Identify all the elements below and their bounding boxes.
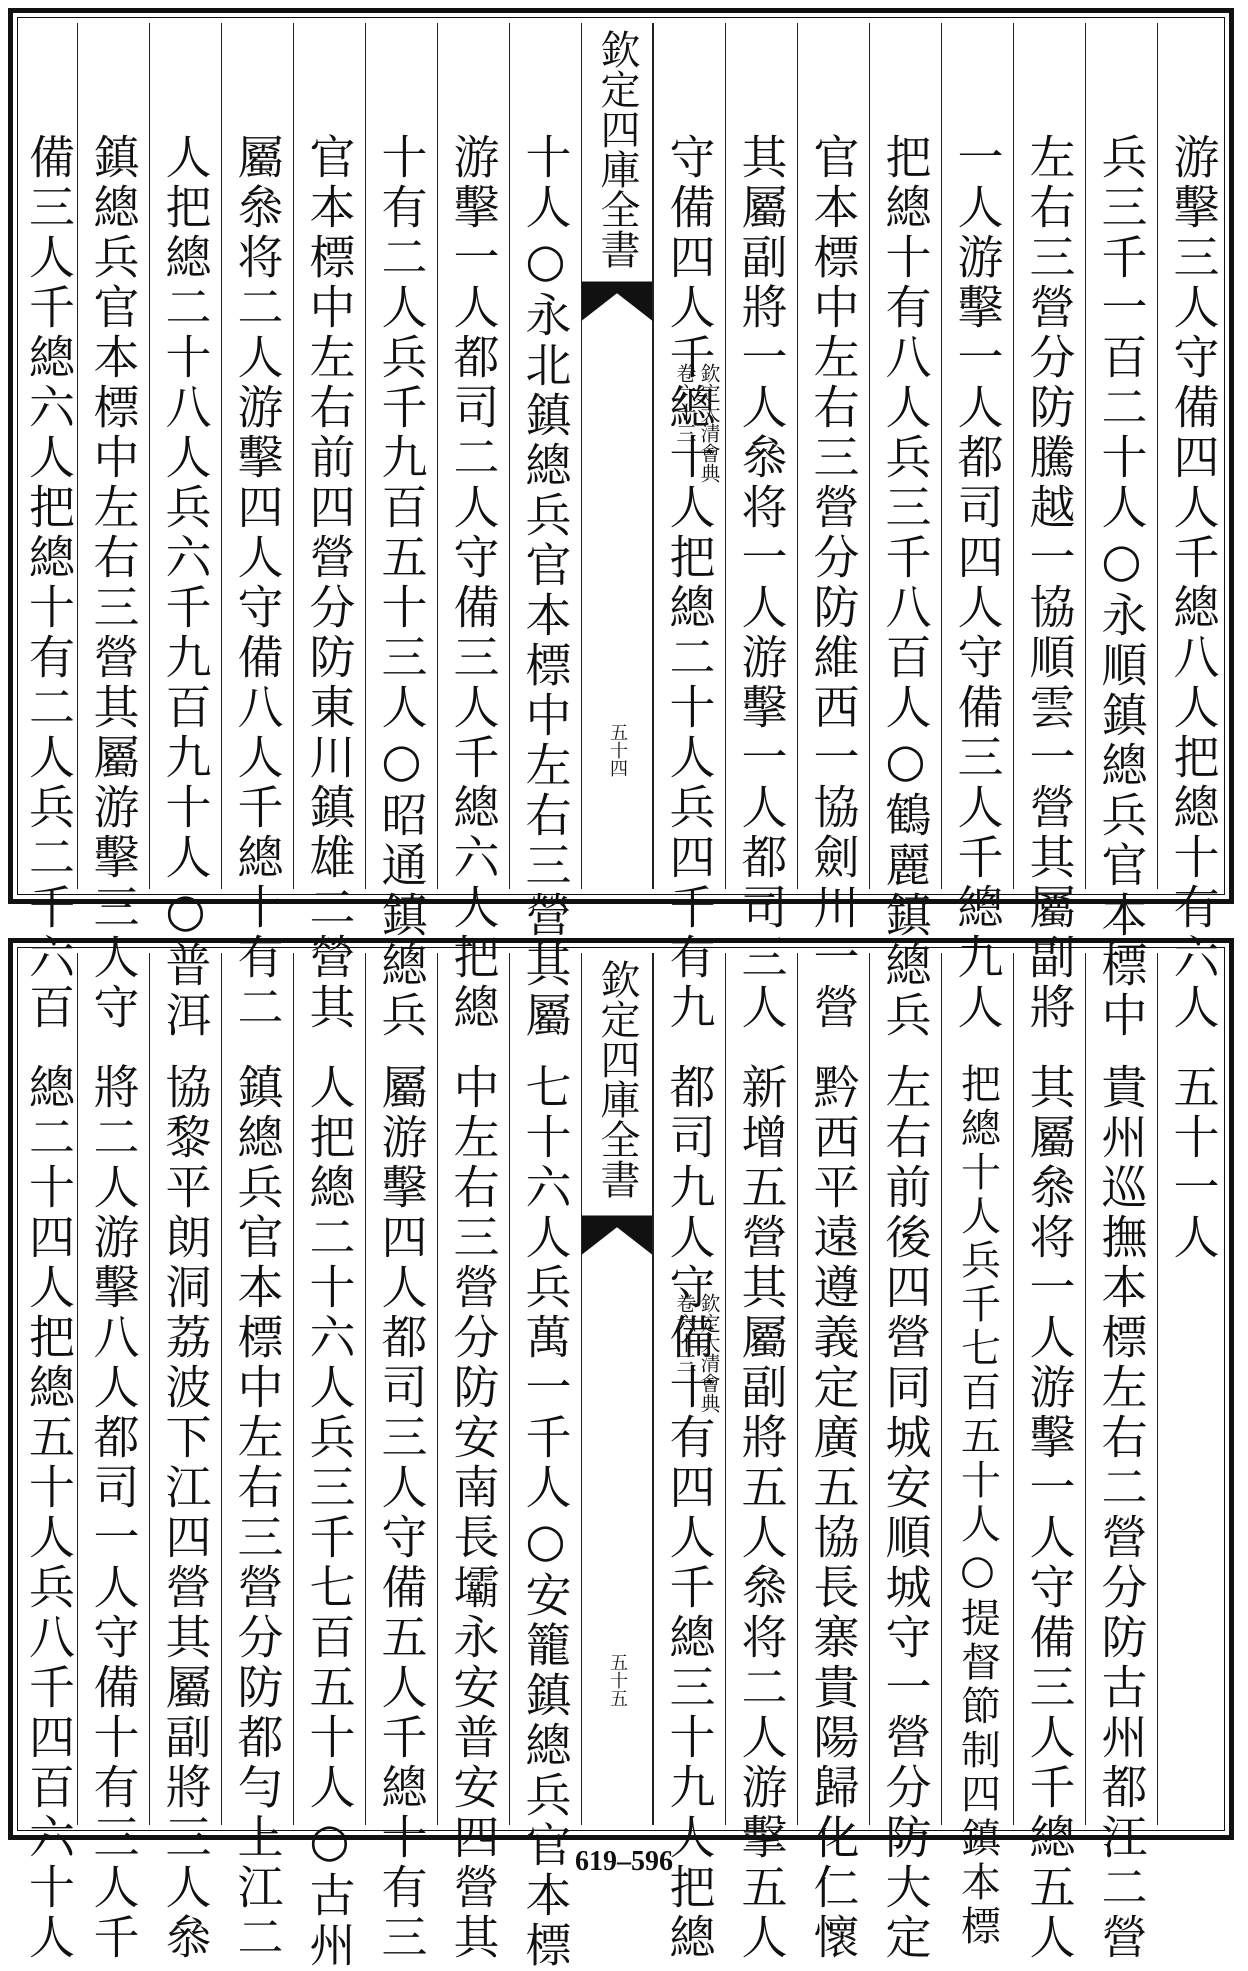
work-title: 欽定大清會典	[697, 363, 721, 483]
column-text: 官本標中左右前四營分防東川鎮雄二營其	[302, 133, 357, 1033]
column-text: 把總十有八人兵三千八百人○鶴麗鎮總兵	[878, 133, 933, 1041]
text-column	[1013, 953, 1085, 1963]
text-column	[941, 23, 1013, 1033]
column-text: 鎮總兵官本標中左右三營其屬游擊三人守	[86, 133, 141, 1033]
column-text: 人把總二十八人兵六千九百九十人○普洱	[158, 133, 213, 1041]
text-column	[221, 23, 293, 1033]
text-column	[293, 953, 365, 1971]
juan-number: 卷六十三	[673, 363, 697, 443]
column-text: 屬游擊四人都司三人守備五人千總十有三	[374, 1063, 429, 1963]
top-page	[8, 8, 1234, 1041]
column-text: 鎮總兵官本標中左右三營分防都勻上江二	[230, 1063, 285, 1963]
text-column	[725, 23, 797, 1033]
text-column	[13, 23, 85, 1033]
column-text: 總二十四人把總五十人兵八千四百六十人	[22, 1063, 76, 1963]
text-column	[941, 953, 1013, 1949]
column-text: 黔西平遠遵義定廣五協長寨貴陽歸化仁懷	[806, 1063, 861, 1963]
text-column	[293, 23, 365, 1033]
column-text: 新增五營其屬副將五人叅将二人游擊五人	[734, 1063, 789, 1963]
work-title: 欽定大清會典	[697, 1293, 721, 1413]
text-column	[1157, 953, 1229, 1825]
text-column	[13, 953, 85, 1963]
column-text: 官本標中左右三營分防維西一協劍川一營	[806, 133, 861, 1033]
column-text: 把總十人兵千七百五十人○提督節制四鎮本標	[954, 1063, 1001, 1949]
column-text: 協黎平朗洞荔波下江四營其屬副將三人叅	[158, 1063, 213, 1963]
leaf-number: 五十五	[607, 1653, 628, 1707]
text-column	[365, 23, 437, 1041]
column-text: 左右三營分防騰越一協順雲一營其屬副將	[1022, 133, 1077, 1033]
text-column	[437, 953, 509, 1963]
text-column	[149, 953, 221, 1963]
column-text: 人把總二十六人兵三千七百五十人○古州	[302, 1063, 357, 1971]
column-text: 守備四人千總十人把總二十人兵四千有九	[662, 133, 717, 1033]
text-column	[869, 953, 941, 1963]
fishtail-mark	[582, 1215, 652, 1255]
text-column	[509, 23, 581, 1041]
leaf-number: 五十四	[607, 723, 628, 777]
column-text: 都司九人守備十有四人千總三十九人把總	[662, 1063, 717, 1963]
text-column	[797, 953, 869, 1963]
text-column	[77, 953, 149, 1963]
text-column	[1085, 23, 1157, 1041]
column-text: 屬叅将二人游擊四人守備八人千總十有二	[230, 133, 285, 1033]
column-text: 其屬叅将一人游擊一人守備三人千總五人	[1022, 1063, 1077, 1963]
column-text: 七十六人兵萬一千人○安籠鎮總兵官本標	[518, 1063, 573, 1971]
column-text: 兵三千一百二十人○永順鎮總兵官本標中	[1094, 133, 1149, 1041]
column-text: 左右前後四營同城安順城守一營分防大定	[878, 1063, 933, 1963]
text-column	[221, 953, 293, 1963]
column-text: 將二人游擊八人都司一人守備十有三人千	[86, 1063, 141, 1963]
column-text: 中左右三營分防安南長壩永安普安四營其	[446, 1063, 501, 1963]
text-column	[365, 953, 437, 1963]
column-text: 備三人千總六人把總十有二人兵二千六百	[22, 133, 76, 1033]
text-column	[725, 953, 797, 1963]
column-text: 十有二人兵千九百五十三人○昭通鎮總兵	[374, 133, 429, 1041]
book-title: 欽定四庫全書	[594, 959, 640, 1199]
text-column	[1013, 23, 1085, 1033]
column-text: 十人○永北鎮總兵官本標中左右三營其屬	[518, 133, 573, 1041]
text-column	[77, 23, 149, 1033]
book-title: 欽定四庫全書	[594, 29, 640, 269]
page-number: 619–596	[575, 1846, 673, 1877]
text-column	[1085, 953, 1157, 1963]
text-column	[869, 23, 941, 1041]
text-column	[797, 23, 869, 1033]
column-text: 貴州巡撫本標左右二營分防古州都江二營	[1094, 1063, 1149, 1963]
text-column	[509, 953, 581, 1971]
text-column	[149, 23, 221, 1041]
juan-number: 卷六十三	[673, 1293, 697, 1373]
text-column	[437, 23, 509, 1033]
text-column	[1157, 23, 1229, 1033]
fishtail-mark	[582, 281, 652, 321]
column-text: 其屬副將一人叅将一人游擊一人都司三人	[734, 133, 789, 1033]
column-text: 游擊三人守備四人千總八人把總十有六人	[1166, 133, 1221, 1033]
column-text: 一人游擊一人都司四人守備三人千總九人	[950, 133, 1005, 1033]
column-text: 游擊一人都司二人守備三人千總六人把總	[446, 133, 501, 1033]
column-text: 五十一人	[1166, 1063, 1221, 1263]
